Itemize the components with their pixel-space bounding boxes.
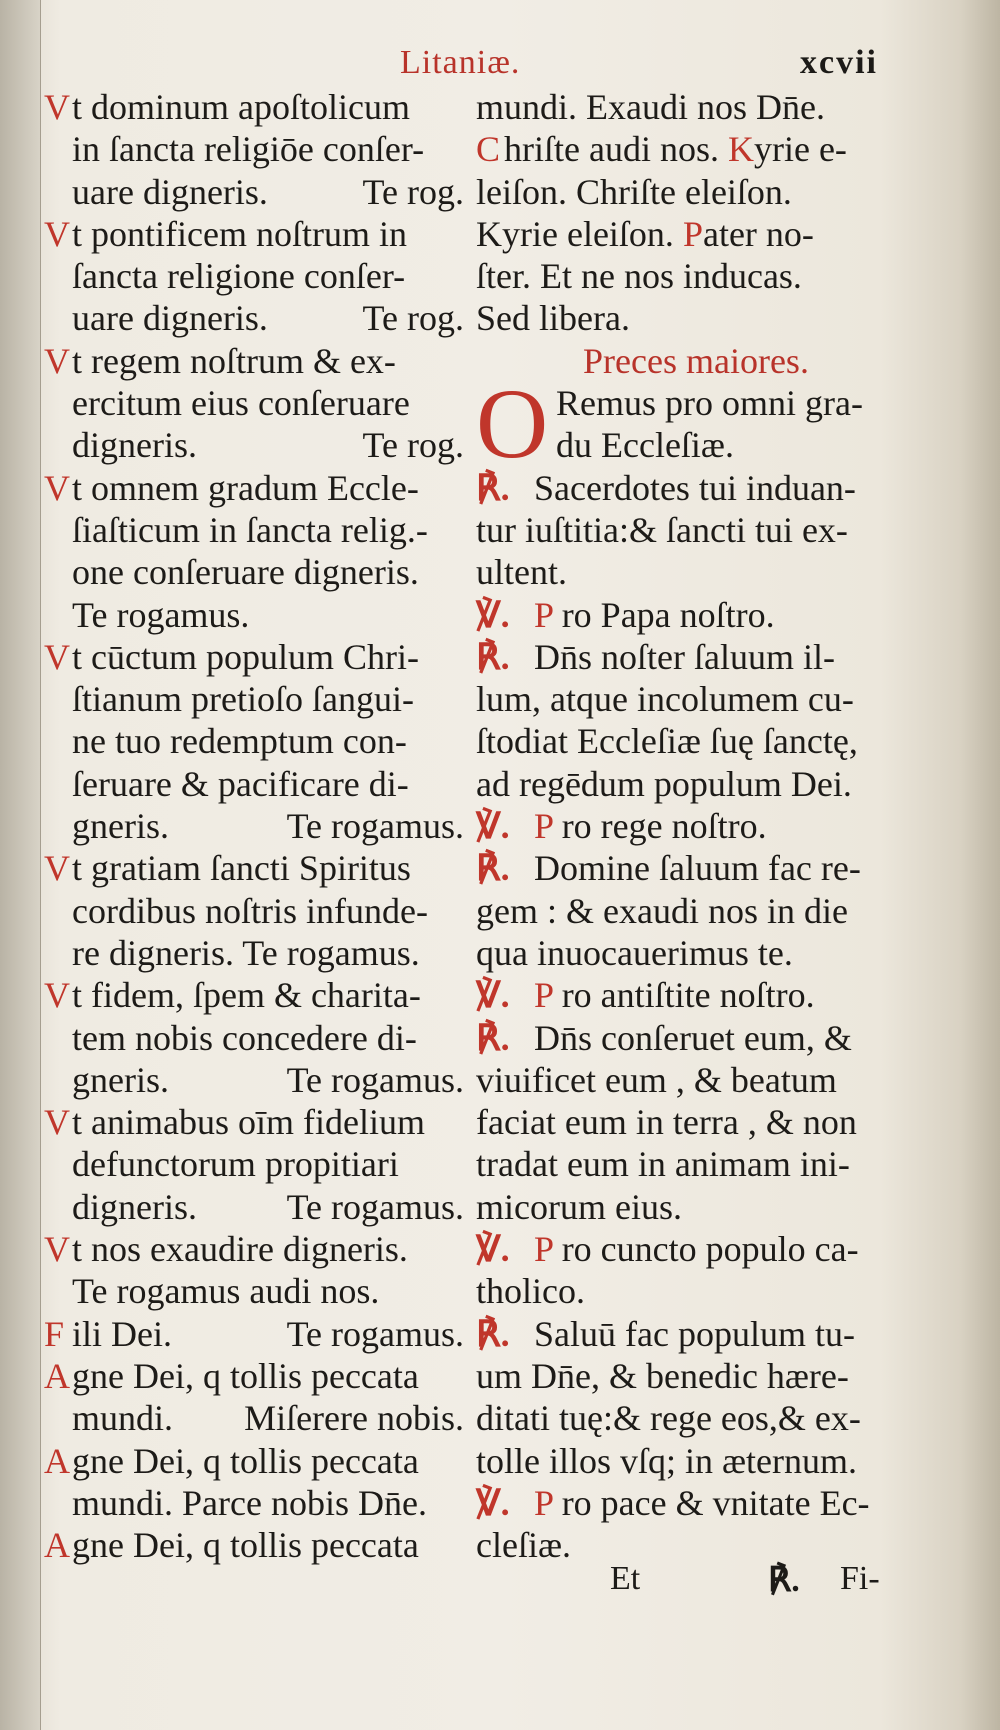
- line-text: [44, 805, 169, 847]
- catchword-left: Et: [610, 1560, 641, 1597]
- line-main: Te rogamus.: [72, 594, 250, 635]
- initial-letter: P: [534, 975, 553, 1016]
- line-main: Dn̄s conſeruet eum, &: [534, 1017, 852, 1058]
- line-main: Remus pro omni gra-: [556, 383, 863, 424]
- line-main: ater no-: [702, 213, 814, 254]
- text-line: [44, 86, 464, 128]
- liturgical-symbol: ℟.: [476, 636, 510, 677]
- line-main: tholico.: [476, 1271, 585, 1312]
- line-main: ne tuo redemptum con-: [72, 721, 407, 762]
- line-main: re digneris. Te rogamus.: [72, 932, 420, 973]
- line-justify: [44, 805, 464, 847]
- text-line: [44, 382, 464, 424]
- line-main: uare digneris.: [72, 171, 268, 212]
- initial-letter: V: [44, 636, 70, 677]
- text-line: [476, 1059, 916, 1101]
- line-main: qua inuocauerimus te.: [476, 932, 793, 973]
- initial-letter: P: [682, 213, 703, 254]
- text-line: [44, 213, 464, 255]
- line-main: Kyrie eleiſon.: [476, 213, 674, 254]
- line-main: t animabus oīm fidelium: [72, 1102, 425, 1143]
- text-line: [44, 1270, 464, 1312]
- text-line: [44, 1440, 464, 1482]
- text-line: [476, 890, 916, 932]
- initial-letter: K: [727, 129, 754, 170]
- line-justify: [44, 424, 464, 466]
- text-line: [476, 297, 916, 339]
- text-line: [476, 1440, 916, 1482]
- text-line: [44, 424, 464, 466]
- line-main: Te rogamus audi nos.: [72, 1271, 380, 1312]
- line-main: tradat eum in animam ini-: [476, 1144, 850, 1185]
- binding-gutter: [0, 0, 41, 1730]
- line-text: [44, 1397, 173, 1439]
- text-line: [476, 1143, 916, 1185]
- initial-letter: P: [534, 594, 553, 635]
- text-line: [44, 932, 464, 974]
- text-line: [476, 1017, 916, 1059]
- text-line: [44, 1482, 464, 1524]
- text-line: [476, 932, 916, 974]
- line-justify: [44, 171, 464, 213]
- text-line: [44, 1186, 464, 1228]
- text-line: [476, 86, 916, 128]
- text-line: [44, 467, 464, 509]
- text-line: [44, 297, 464, 339]
- line-main: ro rege noſtro.: [561, 806, 767, 847]
- text-line: [476, 1101, 916, 1143]
- line-response: Te rogamus.: [286, 1059, 464, 1100]
- line-main: Domine ſaluum fac re-: [534, 848, 861, 889]
- line-main: t regem noſtrum & ex-: [72, 340, 396, 381]
- initial-letter: V: [44, 1229, 70, 1270]
- line-main: viuificet eum , & beatum: [476, 1059, 837, 1100]
- line-response: Te rog.: [362, 425, 464, 466]
- text-line: [44, 678, 464, 720]
- text-line: [476, 255, 916, 297]
- line-text: [44, 424, 197, 466]
- text-line: [44, 255, 464, 297]
- line-justify: [44, 297, 464, 339]
- liturgical-symbol: ℟.: [476, 467, 510, 508]
- initial-letter: C: [476, 129, 501, 170]
- text-line: [476, 424, 916, 466]
- line-main: ad regēdum populum Dei.: [476, 763, 852, 804]
- line-text: [44, 1059, 169, 1101]
- text-line: [476, 1482, 916, 1524]
- line-main: tem nobis concedere di-: [72, 1017, 417, 1058]
- text-line: [44, 1313, 464, 1355]
- text-line: [44, 1397, 464, 1439]
- text-line: [476, 847, 916, 889]
- line-main: ſtodiat Eccleſiæ ſuę ſanctę,: [476, 721, 858, 762]
- text-line: [44, 171, 464, 213]
- line-main: t gratiam ſancti Spiritus: [72, 848, 411, 889]
- line-justify: [44, 1186, 464, 1228]
- initial-letter: P: [534, 1482, 553, 1523]
- text-line: [476, 1186, 916, 1228]
- line-main: ſter. Et ne nos inducas.: [476, 256, 802, 297]
- initial-letter: V: [44, 340, 70, 381]
- text-line: [44, 847, 464, 889]
- text-line: [44, 805, 464, 847]
- text-line: [476, 1397, 916, 1439]
- text-line: [476, 678, 916, 720]
- left-column: [44, 86, 464, 1566]
- text-line: [44, 1059, 464, 1101]
- line-main: t cūctum populum Chri-: [72, 636, 419, 677]
- initial-letter: V: [44, 975, 70, 1016]
- line-main: um Dn̄e, & benedic hære-: [476, 1355, 849, 1396]
- text-line: [44, 720, 464, 762]
- text-line: [44, 340, 464, 382]
- text-line: [476, 213, 916, 255]
- initial-letter: F: [44, 1313, 65, 1354]
- drop-cap-letter: O: [476, 368, 549, 480]
- initial-letter: P: [534, 1229, 553, 1270]
- text-line: [476, 974, 916, 1016]
- text-line: [44, 1017, 464, 1059]
- initial-letter: V: [44, 467, 70, 508]
- folio-number: xcvii: [800, 44, 878, 81]
- line-main: ro Papa noſtro.: [561, 594, 775, 635]
- text-line: [476, 594, 916, 636]
- line-main: ro cuncto populo ca-: [561, 1229, 859, 1270]
- line-main: ercitum eius conſeruare: [72, 383, 410, 424]
- header-title: Litaniæ.: [400, 44, 521, 81]
- line-main: gem : & exaudi nos in die: [476, 890, 848, 931]
- section-heading: Preces maiores.: [583, 340, 809, 381]
- line-response: Miſerere nobis.: [244, 1398, 464, 1439]
- line-main: digneris.: [72, 425, 197, 466]
- line-main: leiſon. Chriſte eleiſon.: [476, 171, 792, 212]
- line-justify: [44, 1397, 464, 1439]
- initial-letter: A: [44, 1525, 70, 1566]
- text-line: [476, 1270, 916, 1312]
- line-main: in ſancta religiōe conſer-: [72, 129, 425, 170]
- line-main: ſtianum pretioſo ſangui-: [72, 679, 414, 720]
- line-main: digneris.: [72, 1186, 197, 1227]
- line-justify: [44, 1313, 464, 1355]
- line-main: mundi.: [72, 1398, 174, 1439]
- text-line: [44, 1143, 464, 1185]
- line-main: micorum eius.: [476, 1186, 682, 1227]
- text-line: [44, 763, 464, 805]
- line-main: ſiaſticum in ſancta relig.-: [72, 509, 428, 550]
- line-main: t dominum apoſtolicum: [72, 87, 410, 127]
- text-line: [44, 636, 464, 678]
- liturgical-symbol: ℟.: [476, 1017, 510, 1058]
- text-line: [44, 1101, 464, 1143]
- line-main: ultent.: [476, 552, 567, 593]
- text-line: [476, 509, 916, 551]
- line-main: lum, atque incolumem cu-: [476, 679, 854, 720]
- line-main: t omnem gradum Eccle-: [72, 467, 419, 508]
- line-main: tur iuſtitia:& ſancti tui ex-: [476, 509, 848, 550]
- line-main: ro pace & vnitate Ec-: [561, 1482, 870, 1523]
- text-line: [476, 171, 916, 213]
- line-main: ro antiſtite noſtro.: [561, 975, 815, 1016]
- line-main: t nos exaudire digneris.: [72, 1229, 408, 1270]
- line-response: Te rogamus.: [286, 1313, 464, 1354]
- text-line: [476, 128, 916, 170]
- liturgical-symbol: ℣.: [476, 594, 510, 635]
- text-line: [476, 1313, 916, 1355]
- text-line: [44, 594, 464, 636]
- line-main: gneris.: [72, 1059, 169, 1100]
- text-line: [476, 763, 916, 805]
- line-main: ili Dei.: [72, 1313, 172, 1354]
- line-response: Te rog.: [362, 171, 464, 212]
- text-line: [476, 1355, 916, 1397]
- line-main: gne Dei, q tollis peccata: [72, 1525, 419, 1566]
- line-main: one conſeruare digneris.: [72, 552, 419, 593]
- line-main: ſeruare & pacificare di-: [72, 763, 409, 804]
- text-line: [476, 1228, 916, 1270]
- text-line: [476, 382, 916, 424]
- initial-letter: V: [44, 848, 70, 889]
- running-header: [0, 40, 1000, 90]
- initial-letter: V: [44, 213, 70, 254]
- text-line: [44, 551, 464, 593]
- line-main: Saluū fac populum tu-: [534, 1313, 855, 1354]
- line-main: faciat eum in terra , & non: [476, 1102, 857, 1143]
- line-response: Te rogamus.: [286, 1186, 464, 1227]
- catchword-right: Fi-: [840, 1560, 880, 1597]
- liturgical-symbol: ℟.: [476, 1313, 510, 1354]
- line-main: yrie e-: [753, 129, 847, 170]
- initial-letter: V: [44, 1102, 70, 1143]
- line-main: gne Dei, q tollis peccata: [72, 1355, 419, 1396]
- text-line: [476, 551, 916, 593]
- line-response: Te rogamus.: [286, 806, 464, 847]
- liturgical-symbol: ℣.: [476, 1482, 510, 1523]
- liturgical-symbol: ℟.: [476, 848, 510, 889]
- line-main: defunctorum propitiari: [72, 1144, 399, 1185]
- line-text: [44, 171, 268, 213]
- liturgical-symbol: ℣.: [476, 1229, 510, 1270]
- line-main: hriſte audi nos.: [504, 129, 719, 170]
- text-line: [476, 636, 916, 678]
- text-line: [44, 974, 464, 1016]
- line-text: [44, 1313, 172, 1355]
- line-main: cordibus noſtris infunde-: [72, 890, 428, 931]
- text-line: [44, 1524, 464, 1566]
- initial-letter: A: [44, 1355, 70, 1396]
- liturgical-symbol: ℣.: [476, 806, 510, 847]
- liturgical-symbol: ℣.: [476, 975, 510, 1016]
- text-line: [44, 128, 464, 170]
- line-main: gneris.: [72, 806, 169, 847]
- line-text: [44, 297, 268, 339]
- text-line: [476, 467, 916, 509]
- text-line: [44, 509, 464, 551]
- line-main: t fidem, ſpem & charita-: [72, 975, 421, 1016]
- initial-letter: A: [44, 1440, 70, 1481]
- line-main: Sacerdotes tui induan-: [534, 467, 856, 508]
- text-line: [44, 1228, 464, 1270]
- line-main: tolle illos vſq; in æternum.: [476, 1440, 857, 1481]
- initial-letter: V: [44, 87, 70, 127]
- drop-cap-block: [476, 368, 916, 480]
- text-line: [44, 1355, 464, 1397]
- text-line: [476, 805, 916, 847]
- text-line: [44, 890, 464, 932]
- text-line: [476, 720, 916, 762]
- catchword-response-symbol: ℟.: [768, 1562, 800, 1599]
- line-main: gne Dei, q tollis peccata: [72, 1440, 419, 1481]
- line-main: mundi. Exaudi nos Dn̄e.: [476, 87, 825, 127]
- line-main: ditati tuę:& rege eos,& ex-: [476, 1398, 861, 1439]
- line-main: t pontificem noſtrum in: [72, 213, 407, 254]
- line-main: du Eccleſiæ.: [556, 425, 734, 466]
- line-main: cleſiæ.: [476, 1525, 571, 1566]
- line-main: mundi. Parce nobis Dn̄e.: [72, 1482, 427, 1523]
- right-column: [476, 86, 916, 1566]
- line-text: [44, 1186, 197, 1228]
- initial-letter: P: [534, 806, 553, 847]
- line-main: ſancta religione conſer-: [72, 256, 406, 297]
- line-main: Sed libera.: [476, 298, 630, 339]
- line-main: Dn̄s noſter ſaluum il-: [534, 636, 835, 677]
- line-main: uare digneris.: [72, 298, 268, 339]
- line-response: Te rog.: [362, 298, 464, 339]
- line-justify: [44, 1059, 464, 1101]
